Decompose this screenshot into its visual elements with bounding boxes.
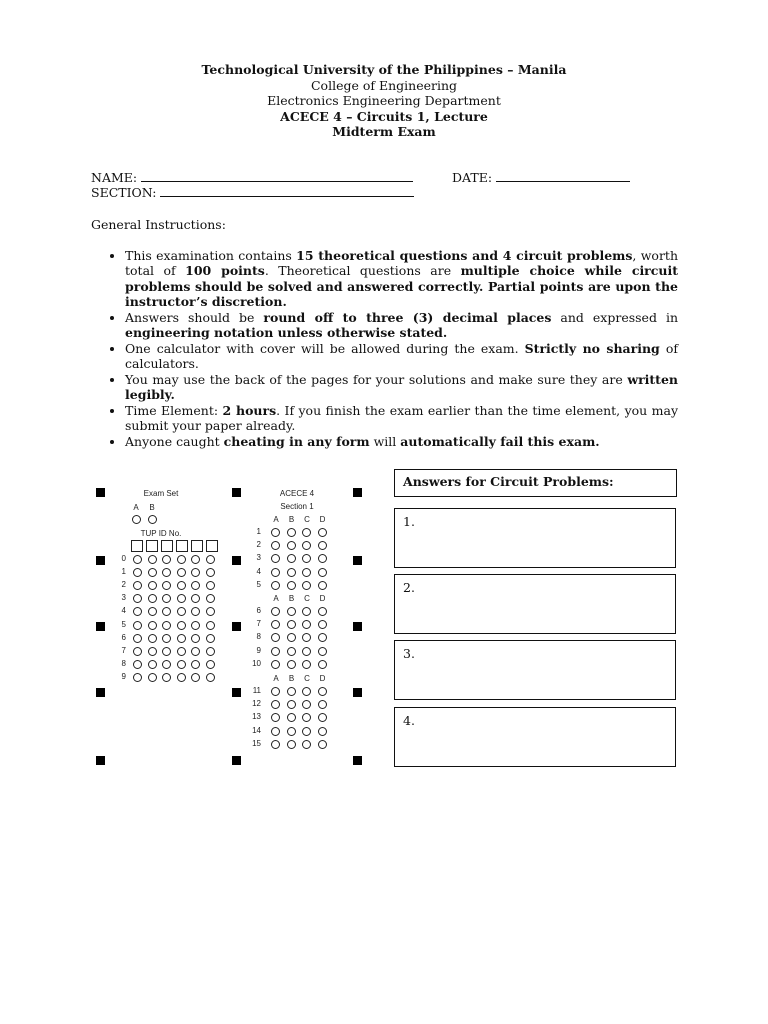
instruction-emphasis: 100 points xyxy=(185,263,265,279)
digit-label: 7 xyxy=(121,645,126,655)
question-number: 1 xyxy=(256,527,261,536)
question-13-choice-b[interactable] xyxy=(287,713,296,722)
department-name: Electronics Engineering Department xyxy=(267,93,501,108)
question-number: 6 xyxy=(256,606,261,615)
choice-header-label: B xyxy=(288,515,295,524)
alignment-mark xyxy=(232,556,241,565)
tup-id-digit-box[interactable] xyxy=(206,540,218,552)
question-3-choice-b[interactable] xyxy=(287,554,296,563)
question-5-choice-b[interactable] xyxy=(287,581,296,590)
alignment-mark xyxy=(96,556,105,565)
instruction-emphasis: 15 theoretical questions and 4 circuit problems xyxy=(296,248,633,263)
instruction-text: You may use the back of the pages for your solutions and make sure they are xyxy=(125,371,628,387)
tup-id-bubble[interactable] xyxy=(133,673,142,682)
question-7-choice-d[interactable] xyxy=(318,620,327,629)
alignment-mark xyxy=(96,756,105,765)
tup-id-bubble[interactable] xyxy=(191,647,200,656)
instruction-text: One calculator with cover will be allowed during the exam. xyxy=(125,340,525,356)
digit-label: 3 xyxy=(121,593,126,603)
tup-id-bubble[interactable] xyxy=(177,568,186,577)
tup-id-bubble[interactable] xyxy=(148,660,157,669)
circuit-answer-box-4[interactable] xyxy=(394,707,676,767)
question-14-choice-c[interactable] xyxy=(302,727,311,736)
answer-course-label: ACECE 4 xyxy=(279,489,315,498)
tup-id-bubble[interactable] xyxy=(191,607,200,616)
tup-id-bubble[interactable] xyxy=(177,581,186,590)
tup-id-bubble[interactable] xyxy=(162,581,171,590)
question-8-choice-a[interactable] xyxy=(271,633,280,642)
question-12-choice-b[interactable] xyxy=(287,700,296,709)
question-13-choice-c[interactable] xyxy=(302,713,311,722)
question-15-choice-d[interactable] xyxy=(318,740,327,749)
question-7-choice-c[interactable] xyxy=(302,620,311,629)
question-number: 2 xyxy=(256,540,261,550)
question-4-choice-a[interactable] xyxy=(271,568,280,577)
choice-header-label: C xyxy=(304,515,310,524)
date-label: DATE: xyxy=(452,170,493,185)
question-7-choice-b[interactable] xyxy=(287,620,296,629)
choice-header-label: D xyxy=(319,515,326,524)
tup-id-bubble[interactable] xyxy=(177,673,186,682)
question-6-choice-a[interactable] xyxy=(271,607,280,616)
answer-number: 2. xyxy=(403,580,415,595)
circuit-answer-box-3[interactable] xyxy=(394,640,676,700)
question-2-choice-c[interactable] xyxy=(302,541,311,550)
question-10-choice-b[interactable] xyxy=(287,660,296,669)
tup-id-bubble[interactable] xyxy=(162,673,171,682)
tup-id-bubble[interactable] xyxy=(162,594,171,603)
alignment-mark xyxy=(353,556,362,565)
tup-id-bubble[interactable] xyxy=(206,621,215,630)
question-14-choice-a[interactable] xyxy=(271,727,280,736)
tup-id-digit-box[interactable] xyxy=(131,540,143,552)
instruction-text: Anyone caught xyxy=(125,434,224,450)
tup-id-bubble[interactable] xyxy=(148,594,157,603)
alignment-mark xyxy=(353,688,362,697)
tup-id-bubble[interactable] xyxy=(191,660,200,669)
question-2-choice-a[interactable] xyxy=(271,541,280,550)
question-10-choice-a[interactable] xyxy=(271,660,280,669)
tup-id-bubble[interactable] xyxy=(206,660,215,669)
question-14-choice-b[interactable] xyxy=(287,727,296,736)
instruction-text: Answers should be xyxy=(125,309,264,325)
question-15-choice-b[interactable] xyxy=(287,740,296,749)
tup-id-bubble[interactable] xyxy=(133,647,142,656)
choice-header-label: A xyxy=(273,515,279,524)
question-15-choice-a[interactable] xyxy=(271,740,280,749)
question-1-choice-c[interactable] xyxy=(302,528,311,537)
question-9-choice-a[interactable] xyxy=(271,647,280,656)
course-title: ACECE 4 – Circuits 1, Lecture xyxy=(280,108,488,124)
question-number: 14 xyxy=(252,725,261,735)
question-11-choice-d[interactable] xyxy=(318,687,327,696)
tup-id-bubble[interactable] xyxy=(206,594,215,603)
circuit-answer-box-2[interactable] xyxy=(394,574,676,634)
digit-label: 5 xyxy=(121,619,126,629)
question-11-choice-c[interactable] xyxy=(302,687,311,696)
question-9-choice-d[interactable] xyxy=(318,647,327,656)
question-13-choice-d[interactable] xyxy=(318,713,327,722)
exam-set-option-label: A xyxy=(133,503,139,512)
tup-id-bubble[interactable] xyxy=(206,555,215,564)
exam-set-bubble-b[interactable] xyxy=(148,515,157,524)
tup-id-bubble[interactable] xyxy=(162,634,171,643)
alignment-mark xyxy=(96,488,105,497)
tup-id-bubble[interactable] xyxy=(148,647,157,656)
tup-id-bubble[interactable] xyxy=(191,594,200,603)
tup-id-bubble[interactable] xyxy=(133,621,142,630)
tup-id-bubble[interactable] xyxy=(177,621,186,630)
tup-id-bubble[interactable] xyxy=(133,581,142,590)
exam-set-label: Exam Set xyxy=(143,489,179,498)
tup-id-digit-box[interactable] xyxy=(161,540,173,552)
question-1-choice-d[interactable] xyxy=(318,528,327,537)
alignment-mark xyxy=(232,688,241,697)
instruction-emphasis: multiple choice while circuit problems should be solved and answered correctly. Partial points are upon the instructor’s discretion. xyxy=(125,263,678,309)
question-number: 15 xyxy=(252,738,261,748)
tup-id-bubble[interactable] xyxy=(133,607,142,616)
question-number: 3 xyxy=(256,553,261,563)
tup-id-bubble[interactable] xyxy=(206,647,215,656)
instruction-emphasis: Strictly no sharing xyxy=(524,340,660,356)
answer-number: 4. xyxy=(403,713,415,728)
tup-id-bubble[interactable] xyxy=(177,647,186,656)
question-12-choice-d[interactable] xyxy=(318,700,327,709)
alignment-mark xyxy=(353,622,362,631)
tup-id-bubble[interactable] xyxy=(162,647,171,656)
question-8-choice-d[interactable] xyxy=(318,633,327,642)
tup-id-label: TUP ID No. xyxy=(140,529,182,538)
question-13-choice-a[interactable] xyxy=(271,713,280,722)
choice-header-label: D xyxy=(319,594,326,603)
instruction-text: will xyxy=(369,434,401,450)
tup-id-bubble[interactable] xyxy=(191,621,200,630)
tup-id-bubble[interactable] xyxy=(148,673,157,682)
tup-id-bubble[interactable] xyxy=(162,555,171,564)
question-12-choice-c[interactable] xyxy=(302,700,311,709)
question-number: 9 xyxy=(256,645,261,655)
instruction-emphasis: 2 hours xyxy=(222,402,277,418)
tup-id-bubble[interactable] xyxy=(206,568,215,577)
choice-header-label: C xyxy=(304,674,310,683)
tup-id-bubble[interactable] xyxy=(191,673,200,682)
question-6-choice-d[interactable] xyxy=(318,607,327,616)
digit-label: 2 xyxy=(121,580,126,590)
exam-set-option-label: B xyxy=(149,503,155,512)
alignment-mark xyxy=(232,756,241,765)
question-11-choice-a[interactable] xyxy=(271,687,280,696)
tup-id-bubble[interactable] xyxy=(162,568,171,577)
tup-id-bubble[interactable] xyxy=(177,607,186,616)
instruction-emphasis: cheating in any form xyxy=(223,434,370,450)
tup-id-digit-box[interactable] xyxy=(146,540,158,552)
circuit-answers-title: Answers for Circuit Problems: xyxy=(394,469,677,497)
choice-header-label: C xyxy=(304,594,310,603)
tup-id-bubble[interactable] xyxy=(177,660,186,669)
choice-header-label: B xyxy=(288,674,295,683)
alignment-mark xyxy=(232,622,241,631)
name-label: NAME: xyxy=(91,170,138,185)
question-3-choice-d[interactable] xyxy=(318,554,327,563)
tup-id-bubble[interactable] xyxy=(191,555,200,564)
instruction-text: , worth total of xyxy=(125,248,678,279)
question-10-choice-c[interactable] xyxy=(302,660,311,669)
question-number: 11 xyxy=(252,686,261,695)
question-number: 13 xyxy=(252,712,261,722)
question-number: 12 xyxy=(252,699,261,709)
answer-number: 3. xyxy=(403,646,415,661)
tup-id-bubble[interactable] xyxy=(133,594,142,603)
tup-id-bubble[interactable] xyxy=(206,581,215,590)
tup-id-bubble[interactable] xyxy=(191,581,200,590)
instruction-text: This examination contains xyxy=(125,248,297,263)
instruction-text: and expressed in xyxy=(551,309,678,325)
tup-id-bubble[interactable] xyxy=(206,673,215,682)
question-6-choice-b[interactable] xyxy=(287,607,296,616)
tup-id-bubble[interactable] xyxy=(191,634,200,643)
question-1-choice-b[interactable] xyxy=(287,528,296,537)
tup-id-bubble[interactable] xyxy=(133,634,142,643)
tup-id-bubble[interactable] xyxy=(177,555,186,564)
question-number: 7 xyxy=(256,619,261,629)
question-number: 5 xyxy=(256,579,261,589)
question-3-choice-c[interactable] xyxy=(302,554,311,563)
instruction-emphasis: automatically fail this exam. xyxy=(400,434,600,450)
tup-id-bubble[interactable] xyxy=(148,555,157,564)
instruction-emphasis: written legibly. xyxy=(125,371,678,403)
general-instructions-heading: General Instructions: xyxy=(91,217,226,232)
digit-label: 9 xyxy=(121,671,126,681)
question-4-choice-b[interactable] xyxy=(287,568,296,577)
tup-id-bubble[interactable] xyxy=(133,660,142,669)
tup-id-bubble[interactable] xyxy=(206,607,215,616)
question-5-choice-d[interactable] xyxy=(318,581,327,590)
question-1-choice-a[interactable] xyxy=(271,528,280,537)
tup-id-bubble[interactable] xyxy=(177,594,186,603)
question-12-choice-a[interactable] xyxy=(271,700,280,709)
tup-id-bubble[interactable] xyxy=(162,607,171,616)
tup-id-bubble[interactable] xyxy=(148,568,157,577)
alignment-mark xyxy=(96,622,105,631)
tup-id-digit-box[interactable] xyxy=(191,540,203,552)
question-9-choice-b[interactable] xyxy=(287,647,296,656)
tup-id-bubble[interactable] xyxy=(162,621,171,630)
question-number: 8 xyxy=(256,632,261,642)
choice-header-label: A xyxy=(273,674,279,683)
instruction-text: . Theoretical questions are xyxy=(264,263,461,279)
instruction-text: of calculators. xyxy=(125,340,678,372)
answer-number: 1. xyxy=(403,514,415,529)
question-10-choice-d[interactable] xyxy=(318,660,327,669)
university-name: Technological University of the Philippines – Manila xyxy=(201,62,567,77)
question-number: 10 xyxy=(252,658,261,668)
exam-set-bubble-a[interactable] xyxy=(132,515,141,524)
college-name: College of Engineering xyxy=(310,77,458,93)
question-6-choice-c[interactable] xyxy=(302,607,311,616)
digit-label: 4 xyxy=(121,606,126,616)
question-9-choice-c[interactable] xyxy=(302,647,311,656)
question-7-choice-a[interactable] xyxy=(271,620,280,629)
tup-id-bubble[interactable] xyxy=(191,568,200,577)
question-14-choice-d[interactable] xyxy=(318,727,327,736)
choice-header-label: D xyxy=(319,674,326,683)
tup-id-bubble[interactable] xyxy=(133,568,142,577)
circuit-answer-box-1[interactable] xyxy=(394,508,676,568)
question-5-choice-c[interactable] xyxy=(302,581,311,590)
instruction-text: . If you finish the exam earlier than the time element, you may submit your paper already. xyxy=(125,402,679,434)
tup-id-bubble[interactable] xyxy=(148,607,157,616)
digit-label: 8 xyxy=(121,658,126,668)
choice-header-label: A xyxy=(273,594,279,603)
tup-id-bubble[interactable] xyxy=(148,581,157,590)
tup-id-bubble[interactable] xyxy=(148,621,157,630)
digit-label: 6 xyxy=(121,632,126,642)
question-11-choice-b[interactable] xyxy=(287,687,296,696)
alignment-mark xyxy=(353,756,362,765)
tup-id-bubble[interactable] xyxy=(177,634,186,643)
question-4-choice-c[interactable] xyxy=(302,568,311,577)
alignment-mark xyxy=(96,688,105,697)
exam-title: Midterm Exam xyxy=(332,124,436,139)
instruction-emphasis: round off to three (3) decimal places xyxy=(263,309,552,325)
answer-section-label: Section 1 xyxy=(280,502,314,511)
digit-label: 1 xyxy=(121,567,126,577)
question-8-choice-b[interactable] xyxy=(287,633,296,642)
choice-header-label: B xyxy=(288,594,295,603)
question-4-choice-d[interactable] xyxy=(318,568,327,577)
section-label: SECTION: xyxy=(91,185,157,200)
instruction-emphasis: engineering notation unless otherwise stated. xyxy=(125,324,448,340)
question-3-choice-a[interactable] xyxy=(271,554,280,563)
question-2-choice-d[interactable] xyxy=(318,541,327,550)
question-2-choice-b[interactable] xyxy=(287,541,296,550)
tup-id-bubble[interactable] xyxy=(206,634,215,643)
instruction-text: Time Element: xyxy=(125,402,223,418)
tup-id-bubble[interactable] xyxy=(148,634,157,643)
tup-id-bubble[interactable] xyxy=(162,660,171,669)
tup-id-bubble[interactable] xyxy=(133,555,142,564)
alignment-mark xyxy=(232,488,241,497)
alignment-mark xyxy=(353,488,362,497)
question-5-choice-a[interactable] xyxy=(271,581,280,590)
question-15-choice-c[interactable] xyxy=(302,740,311,749)
question-number: 4 xyxy=(256,566,261,576)
tup-id-digit-box[interactable] xyxy=(176,540,188,552)
question-8-choice-c[interactable] xyxy=(302,633,311,642)
digit-label: 0 xyxy=(121,554,126,563)
